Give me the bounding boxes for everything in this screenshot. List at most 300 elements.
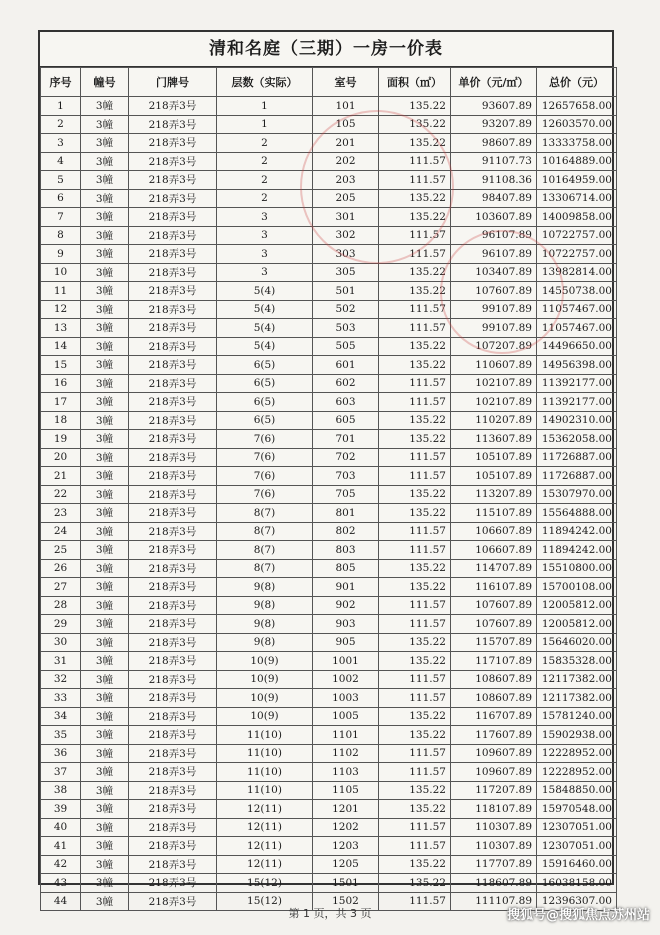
cell-floor: 10(9) xyxy=(217,689,313,708)
cell-unit-price: 98607.89 xyxy=(451,134,537,153)
cell-index: 24 xyxy=(41,522,81,541)
cell-building: 3幢 xyxy=(81,263,129,282)
cell-address: 218弄3号 xyxy=(129,726,217,745)
cell-index: 16 xyxy=(41,374,81,393)
cell-unit-price: 102107.89 xyxy=(451,393,537,412)
cell-index: 25 xyxy=(41,541,81,560)
cell-building: 3幢 xyxy=(81,411,129,430)
cell-unit-price: 105107.89 xyxy=(451,467,537,486)
table-row xyxy=(41,855,617,874)
cell-building: 3幢 xyxy=(81,300,129,319)
cell-room: 1202 xyxy=(313,818,379,837)
cell-room: 202 xyxy=(313,152,379,171)
table-row xyxy=(41,522,617,541)
cell-area: 135.22 xyxy=(379,855,451,874)
cell-room: 105 xyxy=(313,115,379,134)
cell-room: 1205 xyxy=(313,855,379,874)
cell-total-price: 11057467.00 xyxy=(537,300,617,319)
cell-area: 135.22 xyxy=(379,781,451,800)
cell-index: 18 xyxy=(41,411,81,430)
cell-area: 135.22 xyxy=(379,504,451,523)
header-room: 室号 xyxy=(313,68,379,97)
cell-building: 3幢 xyxy=(81,115,129,134)
cell-room: 1101 xyxy=(313,726,379,745)
cell-area: 135.22 xyxy=(379,652,451,671)
cell-room: 503 xyxy=(313,319,379,338)
cell-floor: 9(8) xyxy=(217,596,313,615)
cell-room: 1501 xyxy=(313,874,379,893)
cell-address: 218弄3号 xyxy=(129,319,217,338)
cell-room: 1003 xyxy=(313,689,379,708)
cell-total-price: 12657658.00 xyxy=(537,97,617,116)
cell-address: 218弄3号 xyxy=(129,707,217,726)
cell-building: 3幢 xyxy=(81,596,129,615)
cell-floor: 11(10) xyxy=(217,763,313,782)
cell-room: 101 xyxy=(313,97,379,116)
table-row xyxy=(41,245,617,264)
cell-floor: 15(12) xyxy=(217,892,313,911)
cell-floor: 3 xyxy=(217,263,313,282)
cell-unit-price: 103407.89 xyxy=(451,263,537,282)
cell-area: 111.57 xyxy=(379,744,451,763)
cell-index: 15 xyxy=(41,356,81,375)
cell-room: 903 xyxy=(313,615,379,634)
table-row xyxy=(41,485,617,504)
cell-total-price: 15700108.00 xyxy=(537,578,617,597)
cell-unit-price: 99107.89 xyxy=(451,319,537,338)
cell-index: 31 xyxy=(41,652,81,671)
cell-unit-price: 109607.89 xyxy=(451,744,537,763)
cell-total-price: 12307051.00 xyxy=(537,818,617,837)
table-row xyxy=(41,652,617,671)
cell-address: 218弄3号 xyxy=(129,818,217,837)
cell-area: 135.22 xyxy=(379,134,451,153)
cell-floor: 7(6) xyxy=(217,485,313,504)
table-row xyxy=(41,689,617,708)
cell-room: 305 xyxy=(313,263,379,282)
cell-index: 14 xyxy=(41,337,81,356)
cell-area: 111.57 xyxy=(379,171,451,190)
cell-address: 218弄3号 xyxy=(129,800,217,819)
cell-floor: 11(10) xyxy=(217,726,313,745)
table-row xyxy=(41,763,617,782)
cell-total-price: 11894242.00 xyxy=(537,522,617,541)
table-row xyxy=(41,707,617,726)
cell-floor: 1 xyxy=(217,97,313,116)
cell-building: 3幢 xyxy=(81,282,129,301)
table-row xyxy=(41,818,617,837)
table-row xyxy=(41,134,617,153)
cell-room: 1203 xyxy=(313,837,379,856)
cell-floor: 5(4) xyxy=(217,282,313,301)
cell-building: 3幢 xyxy=(81,892,129,911)
cell-building: 3幢 xyxy=(81,652,129,671)
cell-area: 111.57 xyxy=(379,245,451,264)
cell-floor: 11(10) xyxy=(217,781,313,800)
cell-building: 3幢 xyxy=(81,800,129,819)
cell-unit-price: 117607.89 xyxy=(451,726,537,745)
table-row xyxy=(41,596,617,615)
cell-floor: 2 xyxy=(217,152,313,171)
price-table xyxy=(40,67,617,911)
cell-building: 3幢 xyxy=(81,485,129,504)
cell-room: 301 xyxy=(313,208,379,227)
cell-address: 218弄3号 xyxy=(129,300,217,319)
cell-address: 218弄3号 xyxy=(129,652,217,671)
cell-index: 13 xyxy=(41,319,81,338)
cell-total-price: 11392177.00 xyxy=(537,393,617,412)
cell-unit-price: 108607.89 xyxy=(451,670,537,689)
cell-index: 29 xyxy=(41,615,81,634)
cell-area: 135.22 xyxy=(379,707,451,726)
cell-floor: 10(9) xyxy=(217,707,313,726)
cell-address: 218弄3号 xyxy=(129,430,217,449)
table-row xyxy=(41,226,617,245)
cell-area: 111.57 xyxy=(379,226,451,245)
header-unit-price: 单价（元/㎡） xyxy=(451,68,537,97)
table-row xyxy=(41,670,617,689)
cell-index: 6 xyxy=(41,189,81,208)
cell-area: 135.22 xyxy=(379,189,451,208)
cell-total-price: 15510800.00 xyxy=(537,559,617,578)
cell-index: 11 xyxy=(41,282,81,301)
cell-area: 135.22 xyxy=(379,578,451,597)
cell-unit-price: 117107.89 xyxy=(451,652,537,671)
table-row xyxy=(41,374,617,393)
table-row xyxy=(41,800,617,819)
cell-building: 3幢 xyxy=(81,319,129,338)
cell-building: 3幢 xyxy=(81,134,129,153)
cell-index: 42 xyxy=(41,855,81,874)
cell-address: 218弄3号 xyxy=(129,763,217,782)
cell-total-price: 14496650.00 xyxy=(537,337,617,356)
cell-address: 218弄3号 xyxy=(129,356,217,375)
cell-room: 1103 xyxy=(313,763,379,782)
cell-address: 218弄3号 xyxy=(129,411,217,430)
table-row xyxy=(41,559,617,578)
cell-unit-price: 107607.89 xyxy=(451,282,537,301)
cell-area: 111.57 xyxy=(379,393,451,412)
cell-area: 135.22 xyxy=(379,411,451,430)
cell-address: 218弄3号 xyxy=(129,467,217,486)
cell-address: 218弄3号 xyxy=(129,282,217,301)
cell-building: 3幢 xyxy=(81,448,129,467)
cell-floor: 10(9) xyxy=(217,652,313,671)
cell-total-price: 13982814.00 xyxy=(537,263,617,282)
cell-unit-price: 108607.89 xyxy=(451,689,537,708)
cell-unit-price: 110607.89 xyxy=(451,356,537,375)
cell-unit-price: 115707.89 xyxy=(451,633,537,652)
table-row xyxy=(41,152,617,171)
cell-room: 801 xyxy=(313,504,379,523)
watermark: 搜狐号@搜狐焦点苏州站 xyxy=(506,908,650,923)
cell-address: 218弄3号 xyxy=(129,245,217,264)
cell-area: 111.57 xyxy=(379,319,451,338)
cell-address: 218弄3号 xyxy=(129,670,217,689)
cell-total-price: 13306714.00 xyxy=(537,189,617,208)
cell-address: 218弄3号 xyxy=(129,615,217,634)
cell-total-price: 15970548.00 xyxy=(537,800,617,819)
cell-index: 37 xyxy=(41,763,81,782)
table-row xyxy=(41,837,617,856)
cell-index: 4 xyxy=(41,152,81,171)
cell-address: 218弄3号 xyxy=(129,541,217,560)
cell-area: 111.57 xyxy=(379,763,451,782)
cell-building: 3幢 xyxy=(81,189,129,208)
cell-floor: 8(7) xyxy=(217,504,313,523)
cell-unit-price: 91108.36 xyxy=(451,171,537,190)
cell-unit-price: 116707.89 xyxy=(451,707,537,726)
cell-address: 218弄3号 xyxy=(129,596,217,615)
cell-floor: 9(8) xyxy=(217,615,313,634)
cell-index: 10 xyxy=(41,263,81,282)
header-total-price: 总价（元） xyxy=(537,68,617,97)
cell-area: 111.57 xyxy=(379,670,451,689)
cell-total-price: 10164889.00 xyxy=(537,152,617,171)
cell-index: 23 xyxy=(41,504,81,523)
cell-building: 3幢 xyxy=(81,855,129,874)
cell-building: 3幢 xyxy=(81,707,129,726)
cell-address: 218弄3号 xyxy=(129,855,217,874)
cell-area: 111.57 xyxy=(379,467,451,486)
cell-unit-price: 113607.89 xyxy=(451,430,537,449)
cell-unit-price: 110307.89 xyxy=(451,837,537,856)
cell-unit-price: 117707.89 xyxy=(451,855,537,874)
cell-index: 17 xyxy=(41,393,81,412)
cell-floor: 5(4) xyxy=(217,300,313,319)
cell-area: 135.22 xyxy=(379,800,451,819)
header-building: 幢号 xyxy=(81,68,129,97)
cell-index: 19 xyxy=(41,430,81,449)
cell-unit-price: 105107.89 xyxy=(451,448,537,467)
cell-address: 218弄3号 xyxy=(129,522,217,541)
cell-total-price: 15564888.00 xyxy=(537,504,617,523)
header-floor: 层数（实际） xyxy=(217,68,313,97)
cell-room: 1102 xyxy=(313,744,379,763)
cell-index: 22 xyxy=(41,485,81,504)
cell-total-price: 12307051.00 xyxy=(537,837,617,856)
cell-address: 218弄3号 xyxy=(129,448,217,467)
cell-floor: 12(11) xyxy=(217,818,313,837)
table-row xyxy=(41,874,617,893)
cell-floor: 3 xyxy=(217,208,313,227)
cell-address: 218弄3号 xyxy=(129,189,217,208)
cell-unit-price: 99107.89 xyxy=(451,300,537,319)
cell-address: 218弄3号 xyxy=(129,171,217,190)
cell-floor: 7(6) xyxy=(217,467,313,486)
cell-unit-price: 96107.89 xyxy=(451,245,537,264)
cell-address: 218弄3号 xyxy=(129,208,217,227)
cell-area: 135.22 xyxy=(379,874,451,893)
header-area: 面积（㎡） xyxy=(379,68,451,97)
cell-floor: 3 xyxy=(217,245,313,264)
cell-building: 3幢 xyxy=(81,781,129,800)
cell-room: 603 xyxy=(313,393,379,412)
cell-unit-price: 118607.89 xyxy=(451,874,537,893)
cell-total-price: 12117382.00 xyxy=(537,689,617,708)
cell-building: 3幢 xyxy=(81,97,129,116)
cell-unit-price: 91107.73 xyxy=(451,152,537,171)
cell-building: 3幢 xyxy=(81,337,129,356)
cell-building: 3幢 xyxy=(81,245,129,264)
cell-unit-price: 111107.89 xyxy=(451,892,537,911)
cell-address: 218弄3号 xyxy=(129,633,217,652)
cell-total-price: 11057467.00 xyxy=(537,319,617,338)
table-row xyxy=(41,356,617,375)
cell-index: 27 xyxy=(41,578,81,597)
cell-floor: 6(5) xyxy=(217,411,313,430)
cell-total-price: 14550738.00 xyxy=(537,282,617,301)
cell-unit-price: 93207.89 xyxy=(451,115,537,134)
cell-room: 901 xyxy=(313,578,379,597)
table-row xyxy=(41,430,617,449)
table-row xyxy=(41,541,617,560)
cell-total-price: 15835328.00 xyxy=(537,652,617,671)
cell-unit-price: 93607.89 xyxy=(451,97,537,116)
cell-building: 3幢 xyxy=(81,615,129,634)
table-row xyxy=(41,504,617,523)
cell-room: 703 xyxy=(313,467,379,486)
cell-floor: 1 xyxy=(217,115,313,134)
cell-building: 3幢 xyxy=(81,559,129,578)
cell-building: 3幢 xyxy=(81,726,129,745)
cell-index: 8 xyxy=(41,226,81,245)
cell-unit-price: 110207.89 xyxy=(451,411,537,430)
cell-total-price: 12228952.00 xyxy=(537,744,617,763)
cell-room: 203 xyxy=(313,171,379,190)
cell-floor: 8(7) xyxy=(217,559,313,578)
cell-area: 135.22 xyxy=(379,356,451,375)
cell-area: 135.22 xyxy=(379,115,451,134)
cell-area: 111.57 xyxy=(379,152,451,171)
cell-total-price: 16038158.00 xyxy=(537,874,617,893)
table-header-row xyxy=(41,68,617,97)
cell-floor: 11(10) xyxy=(217,744,313,763)
cell-area: 111.57 xyxy=(379,374,451,393)
cell-room: 1502 xyxy=(313,892,379,911)
cell-total-price: 15781240.00 xyxy=(537,707,617,726)
table-row xyxy=(41,97,617,116)
cell-address: 218弄3号 xyxy=(129,263,217,282)
cell-index: 3 xyxy=(41,134,81,153)
cell-unit-price: 107207.89 xyxy=(451,337,537,356)
cell-building: 3幢 xyxy=(81,393,129,412)
cell-room: 303 xyxy=(313,245,379,264)
cell-total-price: 15362058.00 xyxy=(537,430,617,449)
cell-room: 1005 xyxy=(313,707,379,726)
cell-unit-price: 106607.89 xyxy=(451,522,537,541)
cell-floor: 5(4) xyxy=(217,337,313,356)
cell-area: 111.57 xyxy=(379,689,451,708)
cell-building: 3幢 xyxy=(81,541,129,560)
cell-total-price: 12005812.00 xyxy=(537,615,617,634)
cell-area: 135.22 xyxy=(379,633,451,652)
cell-unit-price: 113207.89 xyxy=(451,485,537,504)
cell-index: 38 xyxy=(41,781,81,800)
cell-floor: 12(11) xyxy=(217,837,313,856)
cell-room: 905 xyxy=(313,633,379,652)
cell-total-price: 12117382.00 xyxy=(537,670,617,689)
cell-building: 3幢 xyxy=(81,356,129,375)
cell-building: 3幢 xyxy=(81,171,129,190)
table-row xyxy=(41,411,617,430)
cell-area: 111.57 xyxy=(379,818,451,837)
table-row xyxy=(41,467,617,486)
cell-room: 705 xyxy=(313,485,379,504)
document-title: 清和名庭（三期）一房一价表 xyxy=(40,32,612,67)
cell-address: 218弄3号 xyxy=(129,781,217,800)
cell-address: 218弄3号 xyxy=(129,689,217,708)
cell-room: 802 xyxy=(313,522,379,541)
cell-unit-price: 117207.89 xyxy=(451,781,537,800)
cell-floor: 8(7) xyxy=(217,541,313,560)
cell-room: 1105 xyxy=(313,781,379,800)
table-row xyxy=(41,615,617,634)
cell-address: 218弄3号 xyxy=(129,337,217,356)
cell-address: 218弄3号 xyxy=(129,393,217,412)
cell-room: 805 xyxy=(313,559,379,578)
cell-unit-price: 114707.89 xyxy=(451,559,537,578)
cell-building: 3幢 xyxy=(81,467,129,486)
cell-building: 3幢 xyxy=(81,837,129,856)
cell-building: 3幢 xyxy=(81,152,129,171)
cell-total-price: 11726887.00 xyxy=(537,448,617,467)
cell-total-price: 15646020.00 xyxy=(537,633,617,652)
cell-floor: 6(5) xyxy=(217,393,313,412)
cell-building: 3幢 xyxy=(81,208,129,227)
cell-room: 205 xyxy=(313,189,379,208)
cell-building: 3幢 xyxy=(81,522,129,541)
cell-area: 111.57 xyxy=(379,448,451,467)
cell-index: 32 xyxy=(41,670,81,689)
cell-building: 3幢 xyxy=(81,689,129,708)
cell-area: 111.57 xyxy=(379,892,451,911)
cell-index: 21 xyxy=(41,467,81,486)
cell-area: 135.22 xyxy=(379,430,451,449)
cell-address: 218弄3号 xyxy=(129,837,217,856)
cell-floor: 9(8) xyxy=(217,578,313,597)
cell-area: 135.22 xyxy=(379,208,451,227)
cell-total-price: 15902938.00 xyxy=(537,726,617,745)
cell-index: 40 xyxy=(41,818,81,837)
cell-floor: 7(6) xyxy=(217,448,313,467)
cell-total-price: 15848850.00 xyxy=(537,781,617,800)
table-row xyxy=(41,578,617,597)
cell-index: 20 xyxy=(41,448,81,467)
cell-area: 111.57 xyxy=(379,300,451,319)
cell-room: 902 xyxy=(313,596,379,615)
cell-index: 2 xyxy=(41,115,81,134)
cell-index: 41 xyxy=(41,837,81,856)
cell-building: 3幢 xyxy=(81,818,129,837)
cell-building: 3幢 xyxy=(81,226,129,245)
cell-area: 135.22 xyxy=(379,485,451,504)
cell-building: 3幢 xyxy=(81,744,129,763)
cell-index: 36 xyxy=(41,744,81,763)
cell-building: 3幢 xyxy=(81,763,129,782)
cell-room: 302 xyxy=(313,226,379,245)
cell-area: 135.22 xyxy=(379,282,451,301)
cell-room: 505 xyxy=(313,337,379,356)
table-row xyxy=(41,337,617,356)
cell-index: 43 xyxy=(41,874,81,893)
cell-area: 111.57 xyxy=(379,596,451,615)
cell-room: 601 xyxy=(313,356,379,375)
cell-room: 602 xyxy=(313,374,379,393)
cell-room: 501 xyxy=(313,282,379,301)
cell-area: 135.22 xyxy=(379,263,451,282)
cell-address: 218弄3号 xyxy=(129,485,217,504)
